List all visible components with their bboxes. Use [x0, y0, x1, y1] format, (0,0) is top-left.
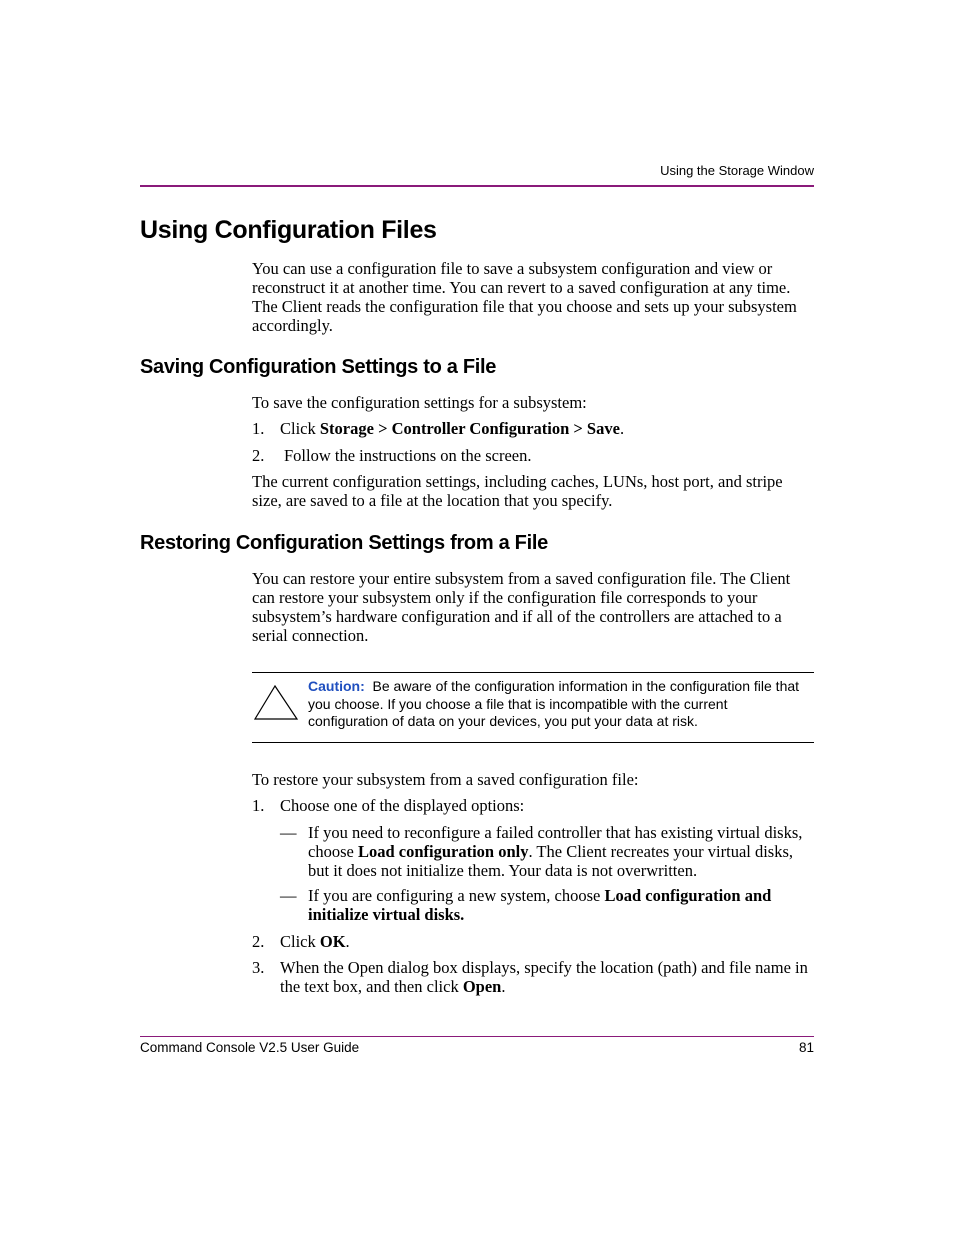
- step-number: 2.: [252, 932, 265, 951]
- option-name: Load configuration and initialize virtual disks.: [308, 886, 772, 924]
- footer-guide-title: Command Console V2.5 User Guide: [140, 1040, 360, 1055]
- step-number: 2.: [252, 446, 265, 465]
- option-text: If you are configuring a new system, choose: [308, 886, 605, 905]
- restoring-intro: You can restore your entire subsystem from a saved configuration file. The Client can restore your subsystem only if the configuration file corresponds to your subsystem’s hardware configuration and if all of the controllers are attached to a serial connection.: [252, 569, 791, 645]
- option-text: If you need to reconfigure a failed controller that has existing virtual disks, choose: [308, 823, 803, 861]
- dash-marker: —: [280, 886, 297, 905]
- footer-rule: [140, 1036, 814, 1037]
- saving-heading: Saving Configuration Settings to a File: [140, 356, 497, 378]
- step-text: When the Open dialog box displays, specify the location (path) and file name in the text box, and then click: [280, 958, 808, 996]
- step-text: Follow the instructions on the screen.: [284, 446, 532, 465]
- restoring-heading: Restoring Configuration Settings from a File: [140, 532, 548, 554]
- header-rule: [140, 185, 814, 187]
- caution-top-rule: [252, 672, 814, 673]
- caution-label: Caution:: [308, 678, 365, 694]
- restoring-lead: To restore your subsystem from a saved configuration file:: [252, 770, 639, 789]
- caution-text: [308, 678, 808, 731]
- button-name: OK: [319, 932, 346, 951]
- page-title: Using Configuration Files: [140, 216, 437, 244]
- option-name: Load configuration only: [357, 842, 529, 861]
- saving-closing: The current configuration settings, including caches, LUNs, host port, and stripe size, are saved to a file at the location that you specify.: [252, 472, 783, 510]
- dash-marker: —: [280, 823, 297, 842]
- step-text: Click: [280, 419, 320, 438]
- warning-triangle-icon: [253, 684, 299, 722]
- step-number: 3.: [252, 958, 265, 977]
- saving-lead: To save the configuration settings for a subsystem:: [252, 393, 587, 412]
- caution-bottom-rule: [252, 742, 814, 743]
- step-text-end: .: [345, 932, 350, 951]
- running-header: Using the Storage Window: [660, 163, 814, 178]
- option-text-end: . The Client recreates your virtual disks, but it does not initialize them. Your data is not overwritten.: [308, 842, 794, 880]
- intro-paragraph: You can use a configuration file to save a subsystem configuration and view or reconstruct it at another time. You can revert to a saved configuration at any time. The Client reads the configuration file that you choose and sets up your subsystem accordingly.: [252, 259, 797, 335]
- step-text: Choose one of the displayed options:: [280, 796, 525, 815]
- caution-body: Be aware of the configuration information in the configuration file that you choose. If you choose a file that is incompatible with the current configuration of data on your devices, you put your data at risk.: [308, 678, 800, 729]
- step-text-end: .: [619, 419, 625, 438]
- step-text: Click: [280, 932, 320, 951]
- button-name: Open: [462, 977, 502, 996]
- page-number: 81: [798, 1040, 814, 1055]
- step-number: 1.: [252, 419, 265, 438]
- menu-path: Storage > Controller Configuration > Save: [319, 419, 620, 438]
- step-text-end: .: [501, 977, 506, 996]
- step-number: 1.: [252, 796, 265, 815]
